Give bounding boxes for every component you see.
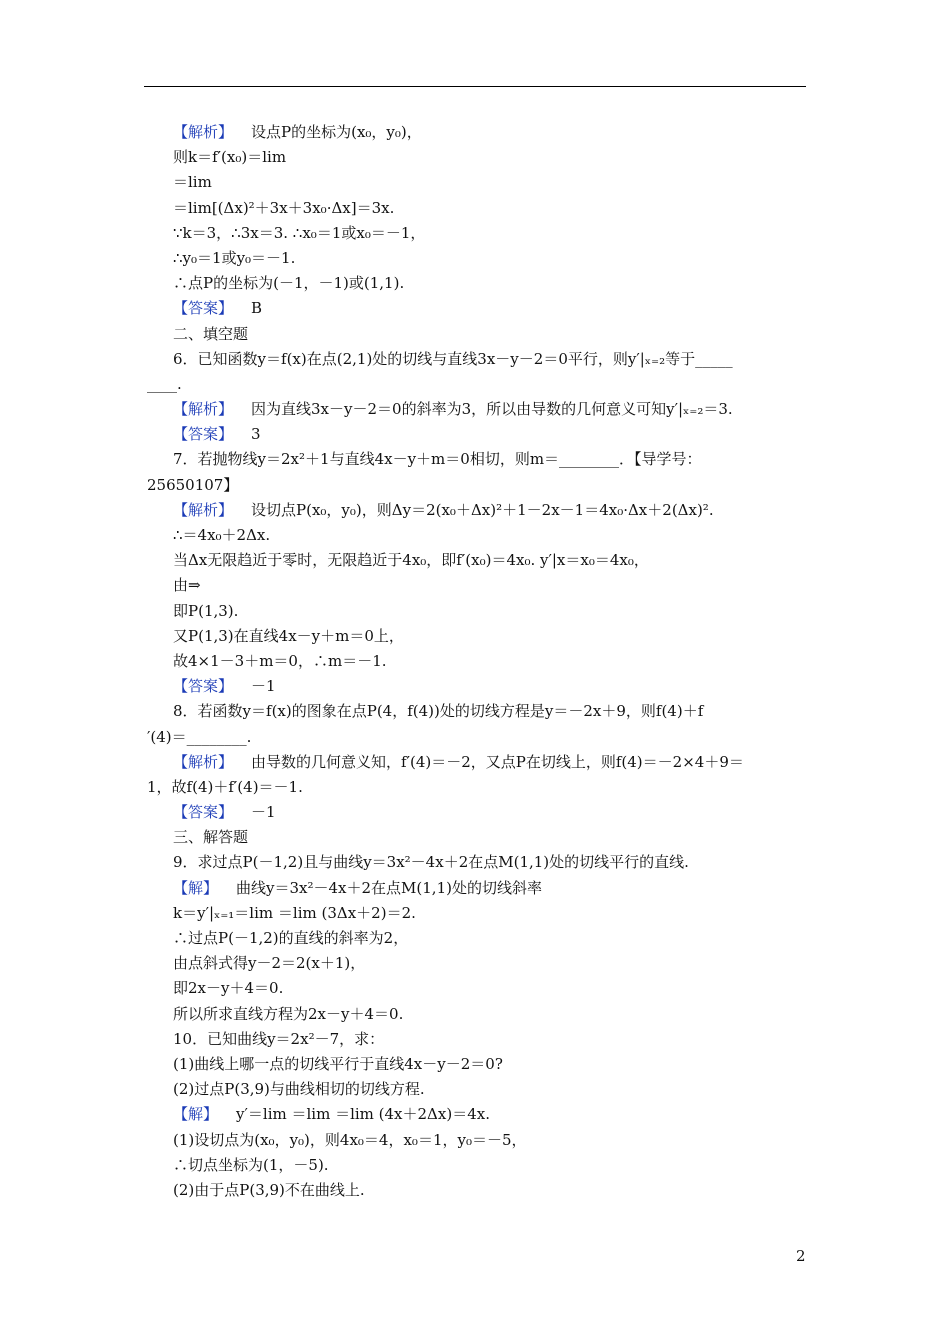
text-line (147, 1128, 809, 1153)
line-text: ∴切点坐标为(1，－5). (173, 1155, 329, 1174)
section-tag: 【答案】 (173, 677, 234, 696)
line-text: y′＝lim ＝lim ＝lim (4x＋2Δx)＝4x. (236, 1105, 490, 1124)
line-text: 因为直线3x－y－2＝0的斜率为3，所以由导数的几何意义可知y′|ₓ₌₂＝3. (251, 400, 733, 419)
section-tag: 【解析】 (173, 752, 234, 771)
line-text: ′(4)＝________. (147, 727, 252, 746)
text-line (147, 725, 809, 750)
text-line (147, 322, 809, 347)
section-tag: 【解析】 (173, 500, 234, 519)
line-text: 由⇒ (173, 576, 201, 595)
text-line (147, 1052, 809, 1077)
text-line (147, 473, 809, 498)
line-text: 又P(1,3)在直线4x－y＋m＝0上， (173, 626, 404, 645)
line-text: 25650107】 (147, 475, 239, 494)
line-text: －1 (251, 803, 276, 822)
line-text: (1)设切点为(x₀，y₀)，则4x₀＝4，x₀＝1，y₀＝－5， (173, 1130, 527, 1149)
text-line (147, 347, 809, 372)
text-line (147, 145, 809, 170)
line-text: ∴y₀＝1或y₀＝－1. (173, 248, 296, 267)
line-text: 即2x－y＋4＝0. (173, 979, 284, 998)
line-text: 所以所求直线方程为2x－y＋4＝0. (173, 1004, 404, 1023)
section-tag: 【解析】 (173, 123, 234, 141)
line-text: ∵k＝3，∴3x＝3. ∴x₀＝1或x₀＝－1， (173, 223, 426, 242)
line-text: 设点P的坐标为(x₀，y₀)， (251, 123, 422, 141)
line-text: 6．已知函数y＝f(x)在点(2,1)处的切线与直线3x－y－2＝0平行，则y′|ₓ₌₂等于_____ (173, 349, 733, 368)
text-line (147, 624, 809, 649)
text-line (147, 850, 809, 875)
line-text: (2)由于点P(3,9)不在曲线上. (173, 1180, 365, 1199)
line-text: 则k＝f′(x₀)＝lim (173, 148, 287, 167)
line-text: 10．已知曲线y＝2x²－7，求： (173, 1029, 385, 1048)
section-tag: 【答案】 (173, 425, 234, 444)
text-line (147, 1153, 809, 1178)
text-line (147, 775, 809, 800)
text-line (147, 1002, 809, 1027)
line-text: 设切点P(x₀，y₀)，则Δy＝2(x₀＋Δx)²＋1－2x－1＝4x₀·Δx＋2(Δx)². (251, 500, 714, 519)
text-line (147, 1102, 809, 1127)
text-line (147, 951, 809, 976)
page-number: 2 (796, 1247, 806, 1265)
text-line (147, 1178, 809, 1203)
line-text: ＝lim[(Δx)²＋3x＋3x₀·Δx]＝3x. (173, 198, 395, 217)
text-line (147, 649, 809, 674)
text-line (147, 120, 809, 145)
line-text: ∴过点P(－1,2)的直线的斜率为2， (173, 929, 409, 947)
text-line (147, 1027, 809, 1052)
line-text: 当Δx无限趋近于零时，无限趋近于4x₀，即f′(x₀)＝4x₀. y′|x＝x₀＝4x₀， (173, 551, 649, 570)
document-body (147, 120, 809, 1203)
text-line (147, 447, 809, 472)
text-line (147, 523, 809, 548)
line-text: 即P(1,3). (173, 601, 239, 620)
text-line (147, 196, 809, 221)
line-text: 1，故f(4)＋f′(4)＝－1. (147, 777, 303, 796)
line-text: 8．若函数y＝f(x)的图象在点P(4，f(4))处的切线方程是y＝－2x＋9，则f(4)＋f (173, 702, 704, 721)
header-rule (144, 86, 806, 87)
text-line (147, 901, 809, 926)
text-line (147, 296, 809, 321)
line-text: 9．求过点P(－1,2)且与曲线y＝3x²－4x＋2在点M(1,1)处的切线平行的直线. (173, 853, 689, 872)
section-tag: 【答案】 (173, 803, 234, 822)
line-text: k＝y′|ₓ₌₁＝lim ＝lim (3Δx＋2)＝2. (173, 903, 416, 922)
line-text: 曲线y＝3x²－4x＋2在点M(1,1)处的切线斜率 (236, 878, 542, 897)
line-text: ＝lim (173, 173, 212, 192)
line-text: ∴点P的坐标为(－1，－1)或(1,1). (173, 274, 405, 293)
line-text: 二、填空题 (173, 324, 249, 343)
text-line (147, 976, 809, 1001)
text-line (147, 1077, 809, 1102)
line-text: 故4×1－3＋m＝0，∴m＝－1. (173, 651, 387, 670)
text-line (147, 498, 809, 523)
section-tag: 【解】 (173, 878, 219, 897)
text-line (147, 926, 809, 951)
line-text: 3 (251, 425, 261, 444)
line-text: －1 (251, 677, 276, 696)
text-line (147, 246, 809, 271)
text-line (147, 573, 809, 598)
text-line (147, 170, 809, 195)
text-line (147, 548, 809, 573)
line-text: B (251, 299, 263, 318)
text-line (147, 699, 809, 724)
text-line (147, 271, 809, 296)
text-line (147, 825, 809, 850)
section-tag: 【解】 (173, 1105, 219, 1124)
section-tag: 【解析】 (173, 400, 234, 419)
text-line (147, 422, 809, 447)
line-text: 由点斜式得y－2＝2(x＋1)， (173, 954, 366, 973)
line-text: ____. (147, 374, 182, 393)
line-text: 7．若抛物线y＝2x²＋1与直线4x－y＋m＝0相切，则m＝________．【导学号： (173, 450, 702, 469)
text-line (147, 750, 809, 775)
text-line (147, 372, 809, 397)
text-line (147, 221, 809, 246)
section-tag: 【答案】 (173, 299, 234, 318)
line-text: ∴＝4x₀＋2Δx. (173, 526, 271, 544)
text-line (147, 397, 809, 422)
line-text: (2)过点P(3,9)与曲线相切的切线方程. (173, 1080, 425, 1099)
line-text: 由导数的几何意义知，f′(4)＝－2，又点P在切线上，则f(4)＝－2×4＋9＝ (251, 752, 744, 771)
line-text: (1)曲线上哪一点的切线平行于直线4x－y－2＝0? (173, 1054, 503, 1073)
line-text: 三、解答题 (173, 828, 249, 847)
text-line (147, 674, 809, 699)
text-line (147, 599, 809, 624)
text-line (147, 800, 809, 825)
text-line (147, 876, 809, 901)
